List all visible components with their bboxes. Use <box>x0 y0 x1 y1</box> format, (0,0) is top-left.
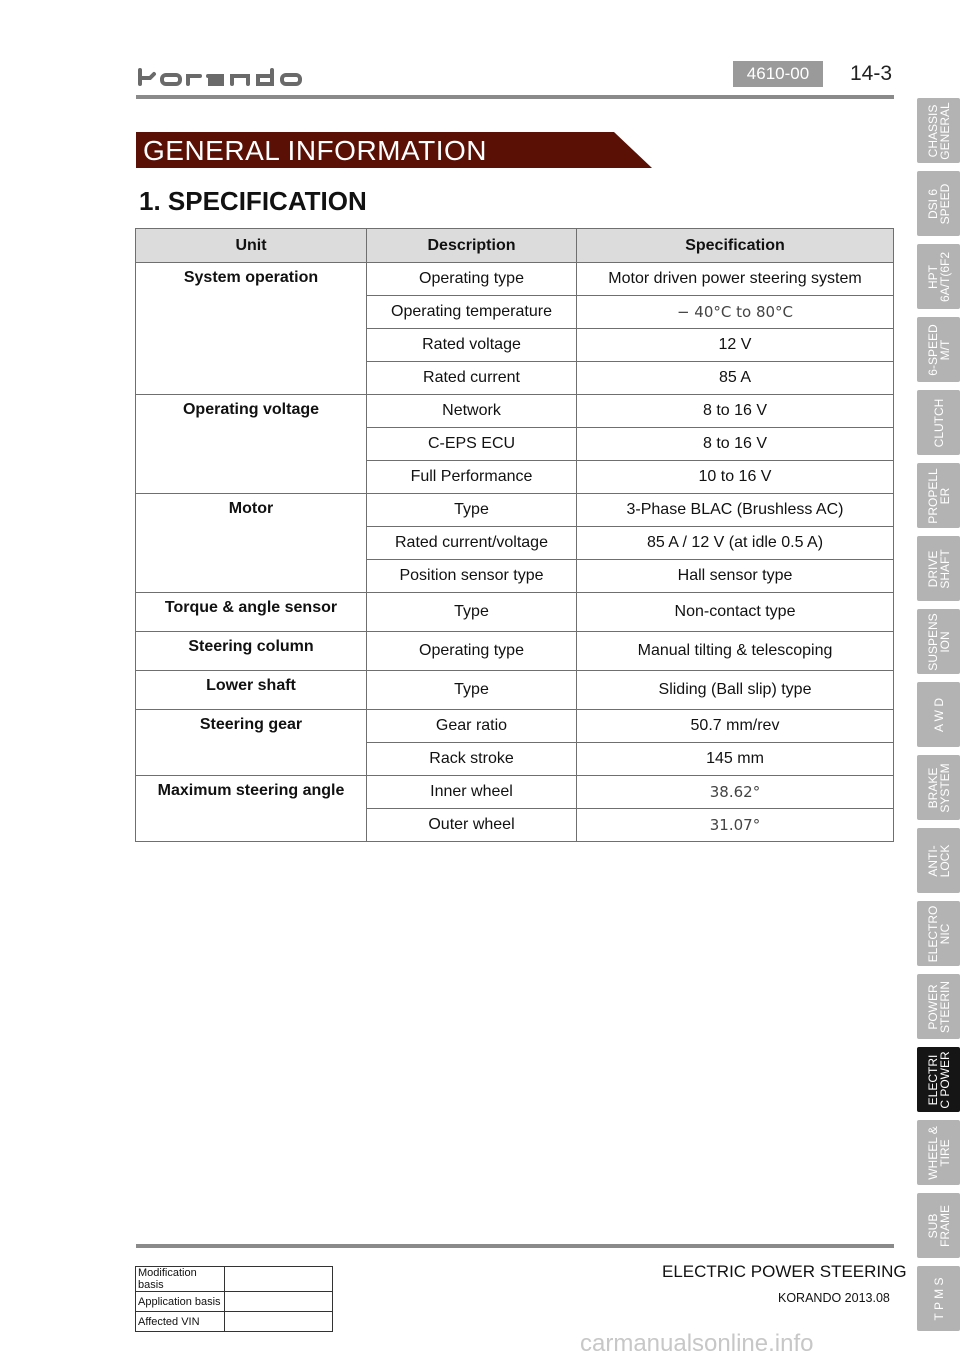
spec-cell: 50.7 mm/rev <box>577 710 894 743</box>
tab-label: HPT 6A/T(6F2 <box>925 251 952 302</box>
tab-chassis-general[interactable] <box>917 98 960 163</box>
tab-label: PROPELL ER <box>925 467 952 524</box>
table-row <box>136 776 894 809</box>
table-row <box>136 395 894 428</box>
spec-cell: Motor driven power steering system <box>577 263 894 296</box>
specification-table <box>135 228 894 842</box>
table-row <box>136 593 894 632</box>
tab-anti-lock[interactable] <box>917 828 960 893</box>
unit-cell: Motor <box>136 494 367 593</box>
description-cell: Rated current/voltage <box>367 527 577 560</box>
spec-cell: Sliding (Ball slip) type <box>577 671 894 710</box>
tab-label: DSI 6 SPEED <box>925 183 952 224</box>
unit-cell: Steering gear <box>136 710 367 776</box>
tab-dsi-6-speed[interactable] <box>917 171 960 236</box>
description-cell: Full Performance <box>367 461 577 494</box>
tab-label: SUSPENS ION <box>925 612 952 671</box>
header-unit: Unit <box>136 229 367 263</box>
tab-wheel-tire[interactable] <box>917 1120 960 1185</box>
modification-table <box>135 1266 333 1332</box>
unit-cell: Lower shaft <box>136 671 367 710</box>
description-cell: Rack stroke <box>367 743 577 776</box>
mod-value <box>225 1292 333 1312</box>
description-cell: Gear ratio <box>367 710 577 743</box>
spec-cell: 85 A / 12 V (at idle 0.5 A) <box>577 527 894 560</box>
spec-cell: 38.62° <box>577 776 894 809</box>
tab-drive-shaft[interactable] <box>917 536 960 601</box>
tab-label: A W D <box>931 697 946 732</box>
table-row <box>136 263 894 296</box>
tab-label: BRAKE SYSTEM <box>925 762 952 813</box>
watermark: carmanualsonline.info <box>580 1330 814 1357</box>
mod-label: Modification basis <box>136 1267 225 1292</box>
tab-propeller[interactable] <box>917 463 960 528</box>
tab-electronic[interactable] <box>917 901 960 966</box>
spec-cell: 85 A <box>577 362 894 395</box>
table-row <box>136 1292 333 1312</box>
spec-cell: 12 V <box>577 329 894 362</box>
description-cell: Position sensor type <box>367 560 577 593</box>
tab-label: SUB FRAME <box>925 1204 952 1247</box>
mod-value <box>225 1267 333 1292</box>
tab-label: POWER STEERIN <box>925 980 952 1033</box>
korando-logo <box>136 66 316 88</box>
tab-label: 6-SPEED M/T <box>925 323 952 376</box>
tab-tpms[interactable] <box>917 1266 960 1331</box>
unit-cell: Maximum steering angle <box>136 776 367 842</box>
spec-cell: 145 mm <box>577 743 894 776</box>
table-row <box>136 1312 333 1332</box>
description-cell: Operating type <box>367 263 577 296</box>
description-cell: Rated voltage <box>367 329 577 362</box>
tab-label: DRIVE SHAFT <box>925 548 952 589</box>
tab-label: ELECTRI C POWER <box>925 1050 952 1109</box>
table-row <box>136 671 894 710</box>
banner-title: GENERAL INFORMATION <box>143 135 487 166</box>
tab-suspension[interactable] <box>917 609 960 674</box>
description-cell: Operating temperature <box>367 296 577 329</box>
footer-divider <box>136 1244 894 1248</box>
header-description: Description <box>367 229 577 263</box>
tab-label: WHEEL & TIRE <box>925 1125 952 1180</box>
unit-cell: Torque & angle sensor <box>136 593 367 632</box>
tab-clutch[interactable] <box>917 390 960 455</box>
description-cell: Type <box>367 593 577 632</box>
description-cell: Type <box>367 671 577 710</box>
unit-cell: Steering column <box>136 632 367 671</box>
description-cell: C-EPS ECU <box>367 428 577 461</box>
spec-cell: 3-Phase BLAC (Brushless AC) <box>577 494 894 527</box>
description-cell: Inner wheel <box>367 776 577 809</box>
description-cell: Rated current <box>367 362 577 395</box>
description-cell: Outer wheel <box>367 809 577 842</box>
tab-sub-frame[interactable] <box>917 1193 960 1258</box>
tab-electric-power[interactable] <box>917 1047 960 1112</box>
unit-cell: System operation <box>136 263 367 395</box>
mod-label: Affected VIN <box>136 1312 225 1332</box>
description-cell: Type <box>367 494 577 527</box>
description-cell: Network <box>367 395 577 428</box>
footer-title: ELECTRIC POWER STEERING <box>662 1262 907 1281</box>
table-row <box>136 710 894 743</box>
page-number: 14-3 <box>850 62 893 85</box>
tab-hpt-6at[interactable] <box>917 244 960 309</box>
section-title: 1. SPECIFICATION <box>139 186 367 216</box>
spec-cell: − 40°C to 80°C <box>577 296 894 329</box>
header-divider <box>136 95 894 99</box>
spec-cell: 10 to 16 V <box>577 461 894 494</box>
header-specification: Specification <box>577 229 894 263</box>
unit-cell: Operating voltage <box>136 395 367 494</box>
table-row <box>136 494 894 527</box>
footer-subtitle: KORANDO 2013.08 <box>778 1291 890 1305</box>
tab-6-speed-mt[interactable] <box>917 317 960 382</box>
spec-cell: 8 to 16 V <box>577 428 894 461</box>
mod-value <box>225 1312 333 1332</box>
tab-awd[interactable] <box>917 682 960 747</box>
table-header-row <box>136 229 894 263</box>
tab-power-steering[interactable] <box>917 974 960 1039</box>
table-row <box>136 632 894 671</box>
description-cell: Operating type <box>367 632 577 671</box>
table-row <box>136 1267 333 1292</box>
mod-label: Application basis <box>136 1292 225 1312</box>
tab-label: ELECTRO NIC <box>925 905 952 962</box>
tab-label: CHASSIS GENERAL <box>925 101 952 160</box>
tab-label: CLUTCH <box>931 398 946 447</box>
spec-cell: Hall sensor type <box>577 560 894 593</box>
tab-label: T P M S <box>931 1277 946 1320</box>
section-code-badge: 4610-00 <box>733 61 823 87</box>
spec-cell: 8 to 16 V <box>577 395 894 428</box>
spec-cell: 31.07° <box>577 809 894 842</box>
tab-label: ANTI- LOCK <box>925 844 952 877</box>
spec-cell: Non-contact type <box>577 593 894 632</box>
spec-cell: Manual tilting & telescoping <box>577 632 894 671</box>
tab-brake-system[interactable] <box>917 755 960 820</box>
